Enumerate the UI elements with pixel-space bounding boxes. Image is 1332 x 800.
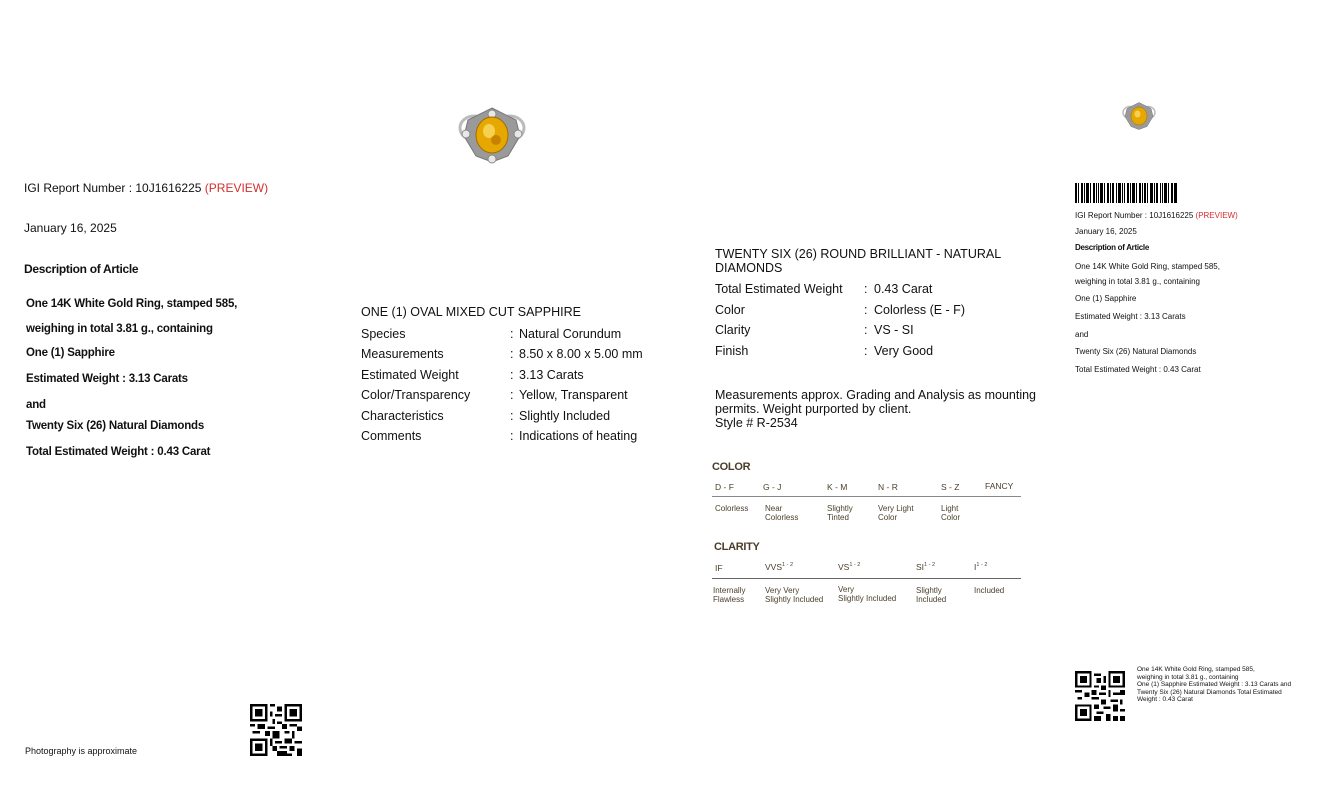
card-qr-text-line: weighing in total 3.81 g., containing	[1137, 673, 1239, 681]
field-label: Measurements	[361, 347, 444, 361]
card-qr-text	[1137, 666, 1307, 704]
clarity-desc: Internally Flawless	[713, 586, 746, 604]
description-line: One 14K White Gold Ring, stamped 585,	[26, 298, 238, 310]
card-line: Estimated Weight : 3.13 Carats	[1075, 312, 1186, 321]
report-number-label: IGI Report Number : 10J1616225	[24, 181, 202, 195]
description-heading: Description of Article	[24, 262, 139, 276]
description-line: Twenty Six (26) Natural Diamonds	[26, 420, 205, 432]
field-value: Slightly Included	[519, 409, 611, 423]
sapphire-row-comments: Comments : Indications of heating	[361, 429, 638, 443]
diamond-row-finish: Finish : Very Good	[715, 344, 934, 358]
field-label: Finish	[715, 344, 749, 358]
field-value: Colorless (E - F)	[874, 303, 965, 317]
diamonds-heading-line: TWENTY SIX (26) ROUND BRILLIANT - NATURAL	[715, 247, 1002, 261]
description-line: weighing in total 3.81 g., containing	[26, 323, 213, 335]
report-number	[24, 181, 268, 195]
field-label: Species	[361, 327, 406, 341]
clarity-code: IF	[715, 563, 723, 573]
clarity-desc: Slightly Included	[916, 586, 947, 604]
clarity-desc: Very Very Slightly Included	[765, 586, 824, 604]
card-qr-code	[1075, 671, 1125, 721]
sapphire-row-color: Color/Transparency : Yellow, Transparent	[361, 388, 628, 402]
color-desc: Very Light Color	[878, 504, 914, 522]
field-value: VS - SI	[874, 323, 914, 337]
sapphire-heading: ONE (1) OVAL MIXED CUT SAPPHIRE	[361, 305, 581, 319]
field-label: Color/Transparency	[361, 388, 471, 402]
preview-badge: (PREVIEW)	[204, 181, 269, 195]
description-line: Total Estimated Weight : 0.43 Carat	[26, 446, 211, 458]
card-date: January 16, 2025	[1075, 227, 1137, 236]
card-qr-text-line: One 14K White Gold Ring, stamped 585,	[1137, 666, 1255, 673]
card-line: and	[1075, 330, 1089, 339]
photo-note: Photography is approximate	[25, 746, 138, 756]
grading-note-line: Measurements approx. Grading and Analysis as mounting	[715, 388, 1037, 402]
field-label: Clarity	[715, 323, 751, 337]
color-code: FANCY	[985, 481, 1014, 491]
color-desc: Near Colorless	[765, 504, 799, 522]
sapphire-row-weight: Estimated Weight : 3.13 Carats	[361, 368, 584, 382]
color-code: N - R	[878, 482, 898, 492]
description-line: One (1) Sapphire	[26, 347, 115, 359]
field-label: Comments	[361, 429, 422, 443]
color-code: G - J	[763, 482, 782, 492]
color-desc: Colorless	[715, 504, 749, 513]
style-number: Style # R-2534	[715, 416, 798, 430]
color-scale-line	[712, 496, 1021, 497]
diamond-row-weight: Total Estimated Weight : 0.43 Carat	[715, 282, 933, 296]
clarity-code: $I^{1 - 2}$	[974, 562, 988, 572]
description-line: and	[26, 399, 46, 411]
card-line: One (1) Sapphire	[1075, 294, 1137, 303]
card-qr-text-line: Weight : 0.43 Carat	[1137, 696, 1193, 703]
clarity-code: VS$^{1 - 2}$	[838, 562, 861, 572]
clarity-code: VVS$^{1 - 2}$	[765, 562, 794, 572]
card-report-label: IGI Report Number : 10J1616225	[1075, 211, 1194, 220]
diamond-row-clarity: Clarity : VS - SI	[715, 323, 914, 337]
description-line: Estimated Weight : 3.13 Carats	[26, 373, 188, 385]
clarity-desc: Included	[974, 586, 1005, 595]
field-value: Indications of heating	[519, 429, 638, 443]
clarity-scale-title: CLARITY	[714, 541, 760, 553]
color-code: S - Z	[941, 482, 960, 492]
card-qr-text-line: One (1) Sapphire Estimated Weight : 3.13 Carats and	[1137, 681, 1292, 688]
card-qr-text-line: Twenty Six (26) Natural Diamonds Total Estimated	[1137, 688, 1282, 696]
card-line: One 14K White Gold Ring, stamped 585,	[1075, 262, 1220, 271]
field-value: Natural Corundum	[519, 327, 622, 341]
field-value: Yellow, Transparent	[519, 388, 628, 402]
card-preview-badge: (PREVIEW)	[1195, 211, 1238, 220]
field-value: 8.50 x 8.00 x 5.00 mm	[519, 347, 643, 361]
card-heading: Description of Article	[1075, 243, 1150, 252]
color-code: D - F	[715, 482, 734, 492]
color-code: K - M	[827, 482, 848, 492]
grading-note	[715, 388, 1036, 430]
report-date: January 16, 2025	[24, 221, 117, 235]
sapphire-row-species: Species : Natural Corundum	[361, 327, 622, 341]
sapphire-row-measurements: Measurements : 8.50 x 8.00 x 5.00 mm	[361, 347, 643, 361]
diamonds-heading-line: DIAMONDS	[715, 261, 783, 275]
field-label: Characteristics	[361, 409, 444, 423]
ring-photo	[454, 104, 530, 166]
clarity-desc: Very Slightly Included	[838, 585, 897, 603]
diamonds-heading	[715, 247, 1001, 275]
card-line: Twenty Six (26) Natural Diamonds	[1075, 347, 1197, 356]
clarity-scale-line	[712, 578, 1021, 579]
field-label: Color	[715, 303, 745, 317]
field-label: Total Estimated Weight	[715, 282, 843, 296]
grading-note-line: permits. Weight purported by client.	[715, 402, 912, 416]
qr-code	[250, 704, 302, 756]
field-label: Estimated Weight	[361, 368, 459, 382]
card-report-number	[1075, 211, 1238, 220]
color-desc: Light Color	[941, 504, 961, 522]
diamond-row-color: Color : Colorless (E - F)	[715, 303, 965, 317]
field-value: Very Good	[874, 344, 934, 358]
barcode	[1075, 183, 1177, 203]
color-scale-title: COLOR	[712, 461, 751, 473]
card-line: Total Estimated Weight : 0.43 Carat	[1075, 365, 1201, 374]
color-desc: Slightly Tinted	[827, 504, 853, 522]
sapphire-row-characteristics: Characteristics : Slightly Included	[361, 409, 611, 423]
field-value: 0.43 Carat	[874, 282, 933, 296]
field-value: 3.13 Carats	[519, 368, 584, 382]
clarity-code: SI$^{1 - 2}$	[916, 562, 936, 572]
card-line: weighing in total 3.81 g., containing	[1075, 277, 1200, 286]
ring-photo-small	[1120, 100, 1158, 132]
